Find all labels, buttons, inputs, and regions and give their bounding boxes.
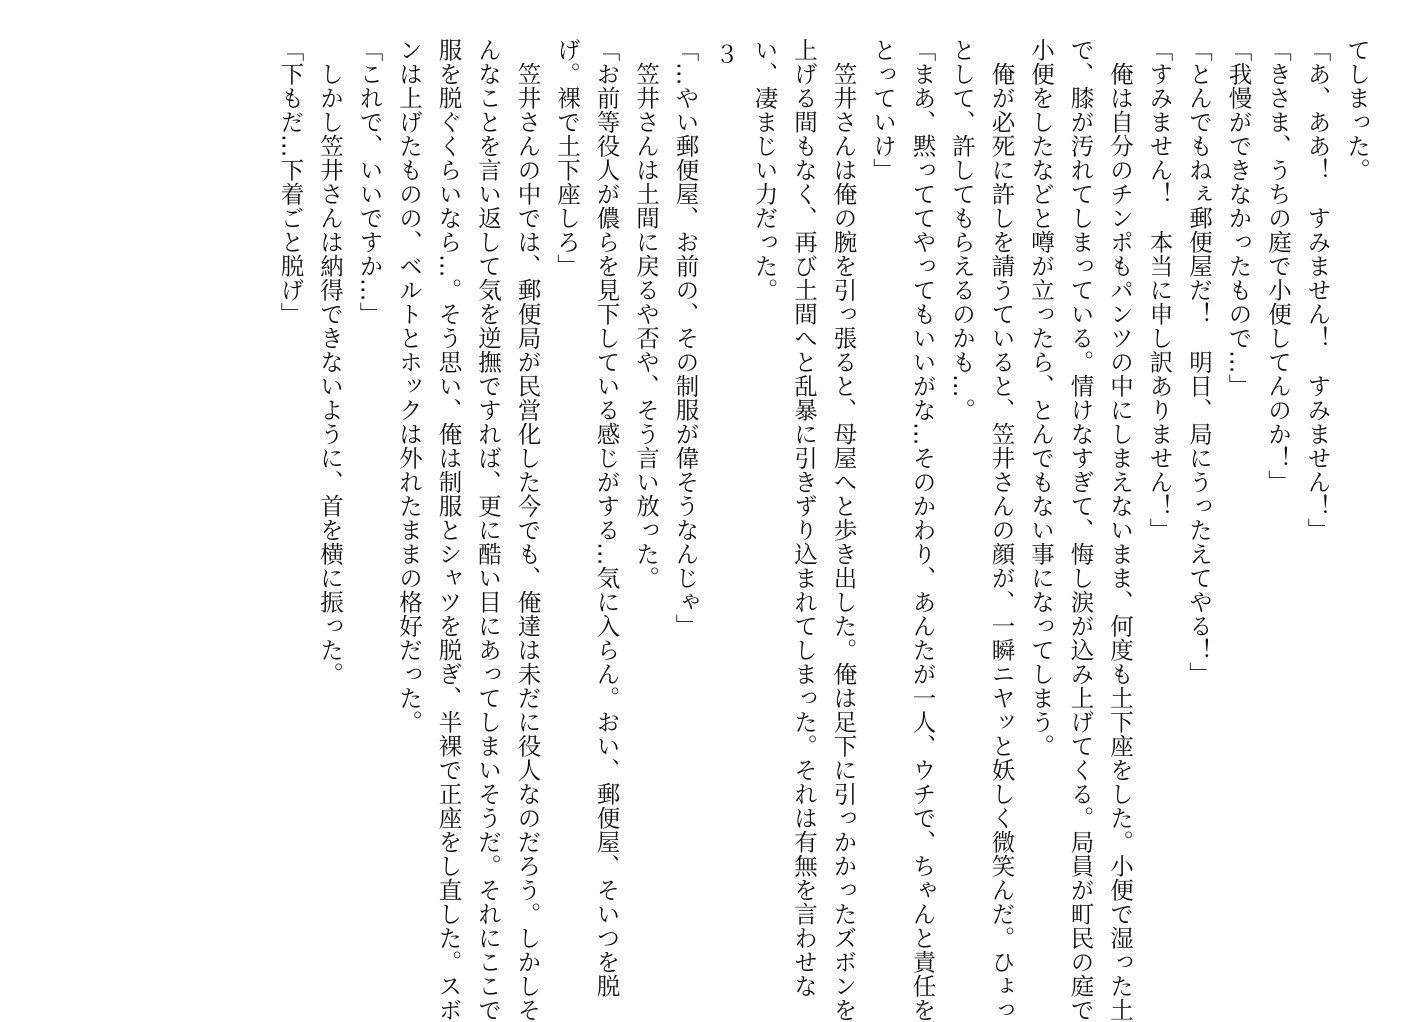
- text-line: 「我慢ができなかったもので…」: [1224, 38, 1253, 398]
- text-line: 上げる間もなく、再び土間へと乱暴に引きずり込まれてしまった。それは有無を言わせな: [790, 38, 818, 998]
- text-line: とっていけ」: [869, 38, 897, 182]
- text-line: 「下もだ…下着ごと脱げ」: [276, 38, 305, 326]
- text-line: 俺は自分のチンポもパンツの中にしまえないまま、何度も土下座をした。小便で湿った土: [1106, 38, 1134, 1022]
- text-line: 笠井さんの中では、郵便局が民営化した今でも、俺達は未だに役人なのだろう。しかしそ: [513, 38, 542, 1022]
- text-line: 「きさま、うちの庭で小便してんのか！」: [1264, 38, 1292, 494]
- text-line: い、凄まじい力だった。: [750, 38, 779, 302]
- text-line: 笠井さんは俺の腕を引っ張ると、母屋へと歩き出した。俺は足下に引っかかったズボンを: [829, 38, 858, 1022]
- text-line: 「あ、ああ！ すみません！ すみません！」: [1303, 38, 1332, 542]
- text-line: 「とんでもねぇ郵便屋だ！ 明日、局にうったえてやる！」: [1185, 38, 1213, 686]
- text-line: しかし笠井さんは納得できないように、首を横に振った。: [316, 38, 344, 686]
- text-line: ンは上げたものの、ベルトとホックは外れたままの格好だった。: [395, 38, 423, 734]
- text-line: 俺が必死に許しを請うていると、笠井さんの顔が、一瞬ニヤッと妖しく微笑んだ。ひょっ: [987, 38, 1016, 1022]
- text-line: 「…やい郵便屋、お前の、その制服が偉そうなんじゃ」: [671, 38, 700, 638]
- text-line: として、許してもらえるのかも…。: [948, 38, 976, 422]
- text-line: 笠井さんは土間に戻るや否や、そう言い放った。: [632, 38, 660, 590]
- text-line: 服を脱ぐくらいなら…。そう思い、俺は制服とシャツを脱ぎ、半裸で正座をし直した。スボ: [434, 38, 463, 1022]
- text-line: げ。裸で土下座しろ」: [553, 38, 581, 278]
- chapter-number: ３: [711, 42, 739, 66]
- vertical-text-column: [270, 38, 1376, 1022]
- text-line: 「まあ、黙っててやってもいいがな…そのかわり、あんたが一人、ウチで、ちゃんと責任を: [908, 38, 937, 1022]
- text-line: 小便をしたなどと噂が立ったら、とんでもない事になってしまう。: [1027, 38, 1055, 758]
- text-line: 「お前等役人が儂らを見下している感じがする…気に入らん。おい、郵便屋、そいつを脱: [592, 38, 621, 998]
- text-line: 「すみません！ 本当に申し訳ありません！」: [1145, 38, 1174, 542]
- text-line: てしまった。: [1343, 38, 1371, 182]
- text-line: で、膝が汚れてしまっている。情けなすぎて、悔し涙が込み上げてくる。局員が町民の庭で: [1066, 38, 1095, 1022]
- text-line: んなことを言い返して気を逆撫ですれば、更に酷い目にあってしまいそうだ。それにここで: [474, 38, 502, 1022]
- text-line: 「これで、いいですか…」: [355, 38, 384, 326]
